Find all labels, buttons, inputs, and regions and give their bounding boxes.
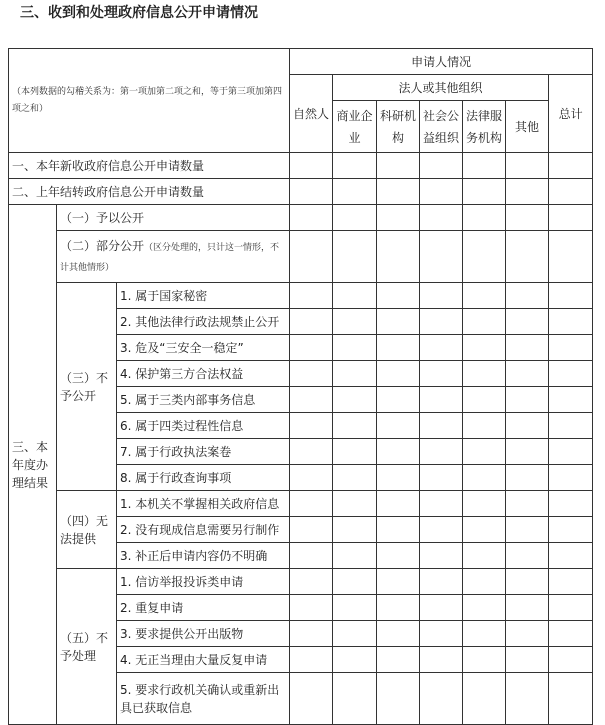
reason-item: 6. 属于四类过程性信息 — [117, 413, 290, 439]
data-cell — [463, 309, 506, 335]
legal-service-header: 法律服务机构 — [463, 101, 506, 153]
data-cell — [333, 465, 377, 491]
reason-item: 7. 属于行政执法案卷 — [117, 439, 290, 465]
reason-item: 2. 没有现成信息需要另行制作 — [117, 517, 290, 543]
data-cell — [420, 309, 463, 335]
data-cell — [549, 517, 593, 543]
data-cell — [333, 621, 377, 647]
data-cell — [377, 673, 420, 725]
row-results-label: 三、本年度办理结果 — [9, 205, 57, 725]
commercial-header: 商业企业 — [333, 101, 377, 153]
data-cell — [377, 361, 420, 387]
row-carried-over: 二、上年结转政府信息公开申请数量 — [9, 179, 290, 205]
reason-item: 1. 信访举报投诉类申请 — [117, 569, 290, 595]
data-cell — [420, 569, 463, 595]
social-header: 社会公益组织 — [420, 101, 463, 153]
data-cell — [377, 543, 420, 569]
data-cell — [333, 491, 377, 517]
data-cell — [290, 647, 333, 673]
data-cell — [420, 387, 463, 413]
data-cell — [377, 465, 420, 491]
data-cell — [506, 595, 549, 621]
data-cell — [463, 439, 506, 465]
data-cell — [463, 543, 506, 569]
partial-label: （二）部分公开 — [60, 238, 145, 253]
data-cell — [463, 335, 506, 361]
data-cell — [506, 569, 549, 595]
other-header: 其他 — [506, 101, 549, 153]
data-cell — [377, 621, 420, 647]
data-cell — [549, 595, 593, 621]
row-disclosed: （一）予以公开 — [57, 205, 290, 231]
reason-item: 5. 属于三类内部事务信息 — [117, 387, 290, 413]
reason-item: 1. 本机关不掌握相关政府信息 — [117, 491, 290, 517]
data-cell — [420, 361, 463, 387]
group-not-processed: （五）不予处理 — [57, 569, 117, 725]
reason-item: 1. 属于国家秘密 — [117, 283, 290, 309]
data-cell — [549, 673, 593, 725]
data-cell — [333, 673, 377, 725]
reason-item: 2. 其他法律行政法规禁止公开 — [117, 309, 290, 335]
data-cell — [290, 439, 333, 465]
data-cell — [549, 491, 593, 517]
data-cell — [420, 465, 463, 491]
data-cell — [420, 595, 463, 621]
data-cell — [506, 621, 549, 647]
data-cell — [506, 517, 549, 543]
data-cell — [377, 517, 420, 543]
group-unable: （四）无法提供 — [57, 491, 117, 569]
data-cell — [506, 647, 549, 673]
data-cell — [333, 517, 377, 543]
disclosure-table — [8, 48, 593, 725]
data-cell — [420, 543, 463, 569]
reason-item: 3. 危及“三安全一稳定” — [117, 335, 290, 361]
data-cell — [463, 647, 506, 673]
data-cell — [420, 335, 463, 361]
data-cell — [463, 569, 506, 595]
data-cell — [333, 439, 377, 465]
natural-person-header: 自然人 — [290, 75, 333, 153]
data-cell — [333, 413, 377, 439]
reason-item: 3. 要求提供公开出版物 — [117, 621, 290, 647]
data-cell — [333, 309, 377, 335]
data-cell — [463, 361, 506, 387]
data-cell — [290, 361, 333, 387]
data-cell — [463, 673, 506, 725]
relation-note: （本列数据的勾稽关系为：第一项加第二项之和，等于第三项加第四项之和） — [9, 49, 290, 153]
section-title: 三、收到和处理政府信息公开申请情况 — [20, 5, 258, 21]
data-cell — [463, 387, 506, 413]
data-cell — [549, 387, 593, 413]
total-header: 总计 — [549, 75, 593, 153]
data-cell — [506, 361, 549, 387]
data-cell — [420, 439, 463, 465]
data-cell — [333, 543, 377, 569]
data-cell — [549, 335, 593, 361]
group-not-disclosed: （三）不予公开 — [57, 283, 117, 491]
reason-item: 5. 要求行政机关确认或重新出具已获取信息 — [117, 673, 290, 725]
data-cell — [290, 621, 333, 647]
data-cell — [290, 387, 333, 413]
data-cell — [549, 647, 593, 673]
data-cell — [506, 491, 549, 517]
data-cell — [333, 335, 377, 361]
reason-item: 8. 属于行政查询事项 — [117, 465, 290, 491]
data-cell — [506, 439, 549, 465]
data-cell — [549, 621, 593, 647]
data-cell — [377, 569, 420, 595]
data-cell — [290, 595, 333, 621]
data-cell — [333, 361, 377, 387]
data-cell — [549, 439, 593, 465]
data-cell — [506, 465, 549, 491]
data-cell — [420, 647, 463, 673]
row-partial — [57, 231, 290, 283]
data-cell — [290, 491, 333, 517]
data-cell — [377, 491, 420, 517]
data-cell — [463, 465, 506, 491]
data-cell — [506, 543, 549, 569]
data-cell — [420, 413, 463, 439]
data-cell — [290, 543, 333, 569]
reason-item: 4. 无正当理由大量反复申请 — [117, 647, 290, 673]
reason-item: 3. 补正后申请内容仍不明确 — [117, 543, 290, 569]
data-cell — [377, 439, 420, 465]
data-cell — [506, 309, 549, 335]
data-cell — [549, 569, 593, 595]
data-cell — [290, 309, 333, 335]
data-cell — [290, 517, 333, 543]
data-cell — [290, 569, 333, 595]
data-cell — [377, 647, 420, 673]
reason-item: 2. 重复申请 — [117, 595, 290, 621]
data-cell — [549, 361, 593, 387]
data-cell — [377, 387, 420, 413]
data-cell — [377, 413, 420, 439]
data-cell — [333, 647, 377, 673]
data-cell — [333, 387, 377, 413]
partial-note: （区分处理的，只计这一情形，不计其他情形） — [60, 242, 280, 273]
data-cell — [463, 517, 506, 543]
data-cell — [463, 491, 506, 517]
data-cell — [420, 517, 463, 543]
data-cell — [333, 595, 377, 621]
data-cell — [333, 569, 377, 595]
data-cell — [549, 465, 593, 491]
research-header: 科研机构 — [377, 101, 420, 153]
data-cell — [463, 413, 506, 439]
data-cell — [506, 673, 549, 725]
data-cell — [290, 465, 333, 491]
data-cell — [549, 543, 593, 569]
row-new-requests: 一、本年新收政府信息公开申请数量 — [9, 153, 290, 179]
data-cell — [506, 413, 549, 439]
data-cell — [290, 673, 333, 725]
data-cell — [290, 413, 333, 439]
data-cell — [463, 621, 506, 647]
data-cell — [377, 309, 420, 335]
data-cell — [377, 595, 420, 621]
applicant-header: 申请人情况 — [290, 49, 593, 75]
data-cell — [420, 673, 463, 725]
reason-item: 4. 保护第三方合法权益 — [117, 361, 290, 387]
data-cell — [420, 621, 463, 647]
data-cell — [463, 595, 506, 621]
data-cell — [290, 335, 333, 361]
data-cell — [506, 335, 549, 361]
data-cell — [549, 309, 593, 335]
legal-entity-header: 法人或其他组织 — [333, 75, 549, 101]
data-cell — [377, 335, 420, 361]
data-cell — [549, 413, 593, 439]
data-cell — [420, 491, 463, 517]
data-cell — [506, 387, 549, 413]
